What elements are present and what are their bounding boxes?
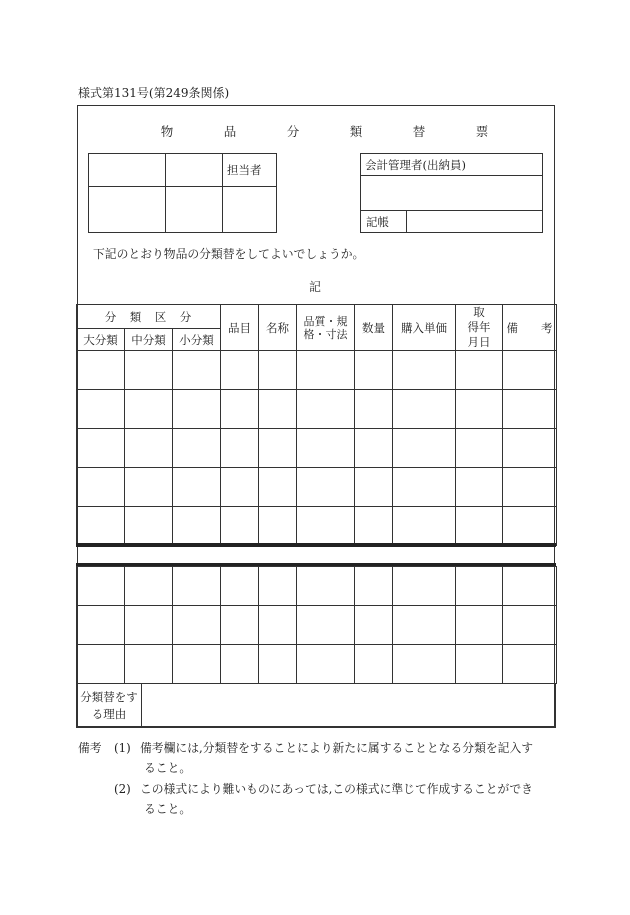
reason-table: [76, 683, 556, 728]
form-title: 物 品 分 類 替 票: [160, 124, 508, 139]
accounting-manager-label: 会計管理者(出納員): [361, 154, 543, 176]
table-row: [77, 390, 557, 429]
note-number: (2): [114, 782, 131, 796]
stamp-cell: [89, 154, 166, 187]
hinshitsu-header: 品質・規格・寸法: [297, 305, 355, 351]
accounting-manager-box: [360, 153, 543, 233]
tanto-label: 担当者: [223, 154, 277, 187]
classification-table-upper: [76, 304, 557, 546]
form-number-label: 様式第131号(第249条関係): [78, 86, 230, 100]
request-sentence: 下記のとおり物品の分類替をしてよいでしょうか。: [93, 247, 365, 261]
table-row: [77, 507, 557, 546]
kicho-label: 記帳: [361, 211, 407, 233]
table-row: [77, 429, 557, 468]
konyu-tanka-header: 購入単価: [393, 305, 456, 351]
reason-field: [142, 684, 556, 728]
shutoku-header: 取 得年月日: [456, 305, 503, 351]
table-row: [77, 351, 557, 390]
reason-label: 分類替をする理由: [77, 684, 142, 728]
ki-label: 記: [309, 280, 321, 294]
table-row: [77, 606, 557, 645]
approval-stamp-grid: [88, 153, 277, 233]
note-text: 備考欄には,分類替をすることにより新たに属することとなる分類を記入すること。: [140, 741, 534, 775]
classification-table-lower: [76, 566, 557, 684]
suryo-header: 数量: [355, 305, 393, 351]
biko-header: 備 考: [503, 305, 557, 351]
table-row: [77, 567, 557, 606]
stamp-cell: [166, 154, 223, 187]
table-row: [77, 645, 557, 684]
hinmoku-header: 品目: [221, 305, 259, 351]
meisho-header: 名称: [259, 305, 297, 351]
table-row: [77, 468, 557, 507]
note-number: (1): [114, 741, 131, 755]
kicho-stamp-cell: [407, 211, 543, 233]
tanto-stamp-cell: [223, 187, 277, 233]
note-text: この様式により難いものにあっては,この様式に準じて作成することができること。: [140, 782, 533, 816]
chu-bunrui-header: 中分類: [125, 329, 173, 351]
stamp-cell: [89, 187, 166, 233]
break-line-top: [76, 543, 556, 547]
accounting-manager-stamp-cell: [361, 176, 543, 211]
dai-bunrui-header: 大分類: [77, 329, 125, 351]
notes-label: 備考: [78, 741, 102, 755]
bunrui-kubun-header: 分 類 区 分: [77, 305, 221, 329]
stamp-cell: [166, 187, 223, 233]
sho-bunrui-header: 小分類: [173, 329, 221, 351]
